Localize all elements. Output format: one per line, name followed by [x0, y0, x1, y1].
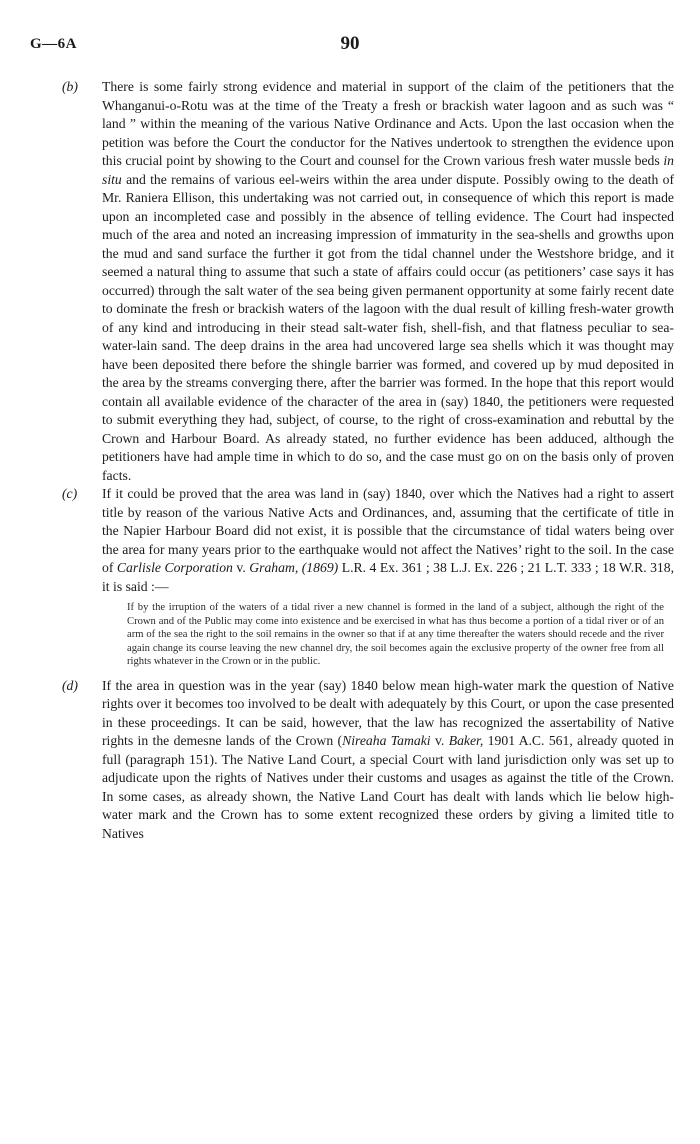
- paragraph-b-text: There is some fairly strong evidence and material in support of the claim of the petitioners that the Whanganui-o-Rotu was at the time of the Treaty a fresh or brackish water lagoon and as such was “ land ” within the meaning of the various Native Ordinance and Acts. Upon the last occasion when the petition was before the Court the conductor for the Natives undertook to strengthen the evidence upon this crucial point by showing to the Court and counsel for the Crown various fresh water mussle beds: [102, 79, 674, 168]
- block-quote: If by the irruption of the waters of a tidal river a new channel is formed in the land of a subject, although the right of the Crown and of the Public may come into existence and be exercised in what has thus become a portion of a tidal river or of an arm of the sea the right to the soil remains in the owner so that if at any time thereafter the waters should recede and the river again change its course leaving the new channel dry, the soil becomes again the exclusive property of the owner free from all rights whatever in the Crown or in the public.: [127, 602, 664, 668]
- paragraph-c-citation: L.R. 4 Ex. 361 ; 38 L.J. Ex. 226 ; 21 L.T. 333 ; 18 W.R. 318, it is said :—: [102, 560, 675, 594]
- case-name-defendant: Graham, (1869): [249, 560, 339, 575]
- case-name-defendant-d: Baker,: [448, 733, 484, 749]
- paragraph-c-text: If it could be proved that the area was land in (say) 1840, over which the Natives had a right to assert title by reason of the various Native Acts and Ordinances, and, assuming that the certificate of title in the Napier Harbour Board did not exist, it is possible that the circumstance of tidal waters being over the area for many years prior to the earthquake would not affect the Natives’ right to the soil. In the case of: [102, 486, 674, 575]
- paragraph-c-label: (c): [62, 486, 78, 501]
- paragraph-d: [62, 677, 674, 844]
- document-reference: G—6A: [30, 36, 77, 52]
- paragraph-d-text-cont: 1901 A.C. 561, already quoted in full (paragraph 151). The Native Land Court, a special Court with land jurisdiction only was set up to adjudicate upon the rights of Natives under their customs and usages as against the title of the Crown. In some cases, as already shown, the Native Land Court has dealt with lands which lie below high-water mark and the Crown has to some extent recognized these orders by giving a limited title to Natives: [102, 733, 675, 841]
- case-name-plaintiff-d: Nireaha Tamaki: [342, 733, 431, 749]
- document-body: [62, 78, 674, 843]
- paragraph-d-label: (d): [62, 677, 78, 693]
- paragraph-c: [62, 485, 674, 596]
- page-number: 90: [340, 33, 360, 54]
- versus-d: v.: [434, 733, 445, 749]
- paragraph-d-text: If the area in question was in the year (say) 1840 below mean high-water mark the question of Native rights over it becomes too involved to be dealt with adequately by this Court, or upon the case presented in these proceedings. It can be said, however, that the law has recognized the assertability of Native rights in the demesne lands of the Crown (: [102, 677, 674, 749]
- paragraph-b-italic: in situ: [102, 153, 674, 187]
- paragraph-b-label: (b): [62, 79, 78, 94]
- case-name-plaintiff: Carlisle Corporation: [116, 560, 233, 575]
- paragraph-b: [62, 78, 674, 485]
- paragraph-b-text-cont: and the remains of various eel-weirs within the area under dispute. Possibly owing to the death of Mr. Raniera Ellison, this undertaking was not carried out, in consequence of which this report is made upon an incompleted case and possibly in the absence of telling evidence. The Court had inspected much of the area and noted an increasing impression of immaturity in the sea-shells and growths upon the mud and sand surface the further it got from the tidal channel under the Westshore bridge, and it seemed a natural thing to assume that such a state of affairs could occur (as petitioners’ case says it has occurred) through the salt water of the sea being given permanent opportunity at some fairly recent date to dominate the fresh or brackish waters of the lagoon with the dual result of killing fresh-water growth of any kind and introducing in their stead salt-water fish, shell-fish, and that flatness peculiar to sea-water-lain sand. The deep drains in the area had uncovered large sea shells which it was thought may have been deposited there before the shingle barrier was formed, and covered up by mud deposited in the area by the streams converging there, after the barrier was formed. In the hope that this report would contain all available evidence of the character of the area in (say) 1840, the petitioners were requested to submit everything they had, subject, of course, to the right of cross-examination and rebuttal by the Crown and Harbour Board. As already stated, no further evidence has been adduced, although the petitioners have had ample time in which to do so, and the case must go on on the basis only of proven facts.: [102, 171, 675, 483]
- versus: v.: [236, 560, 246, 575]
